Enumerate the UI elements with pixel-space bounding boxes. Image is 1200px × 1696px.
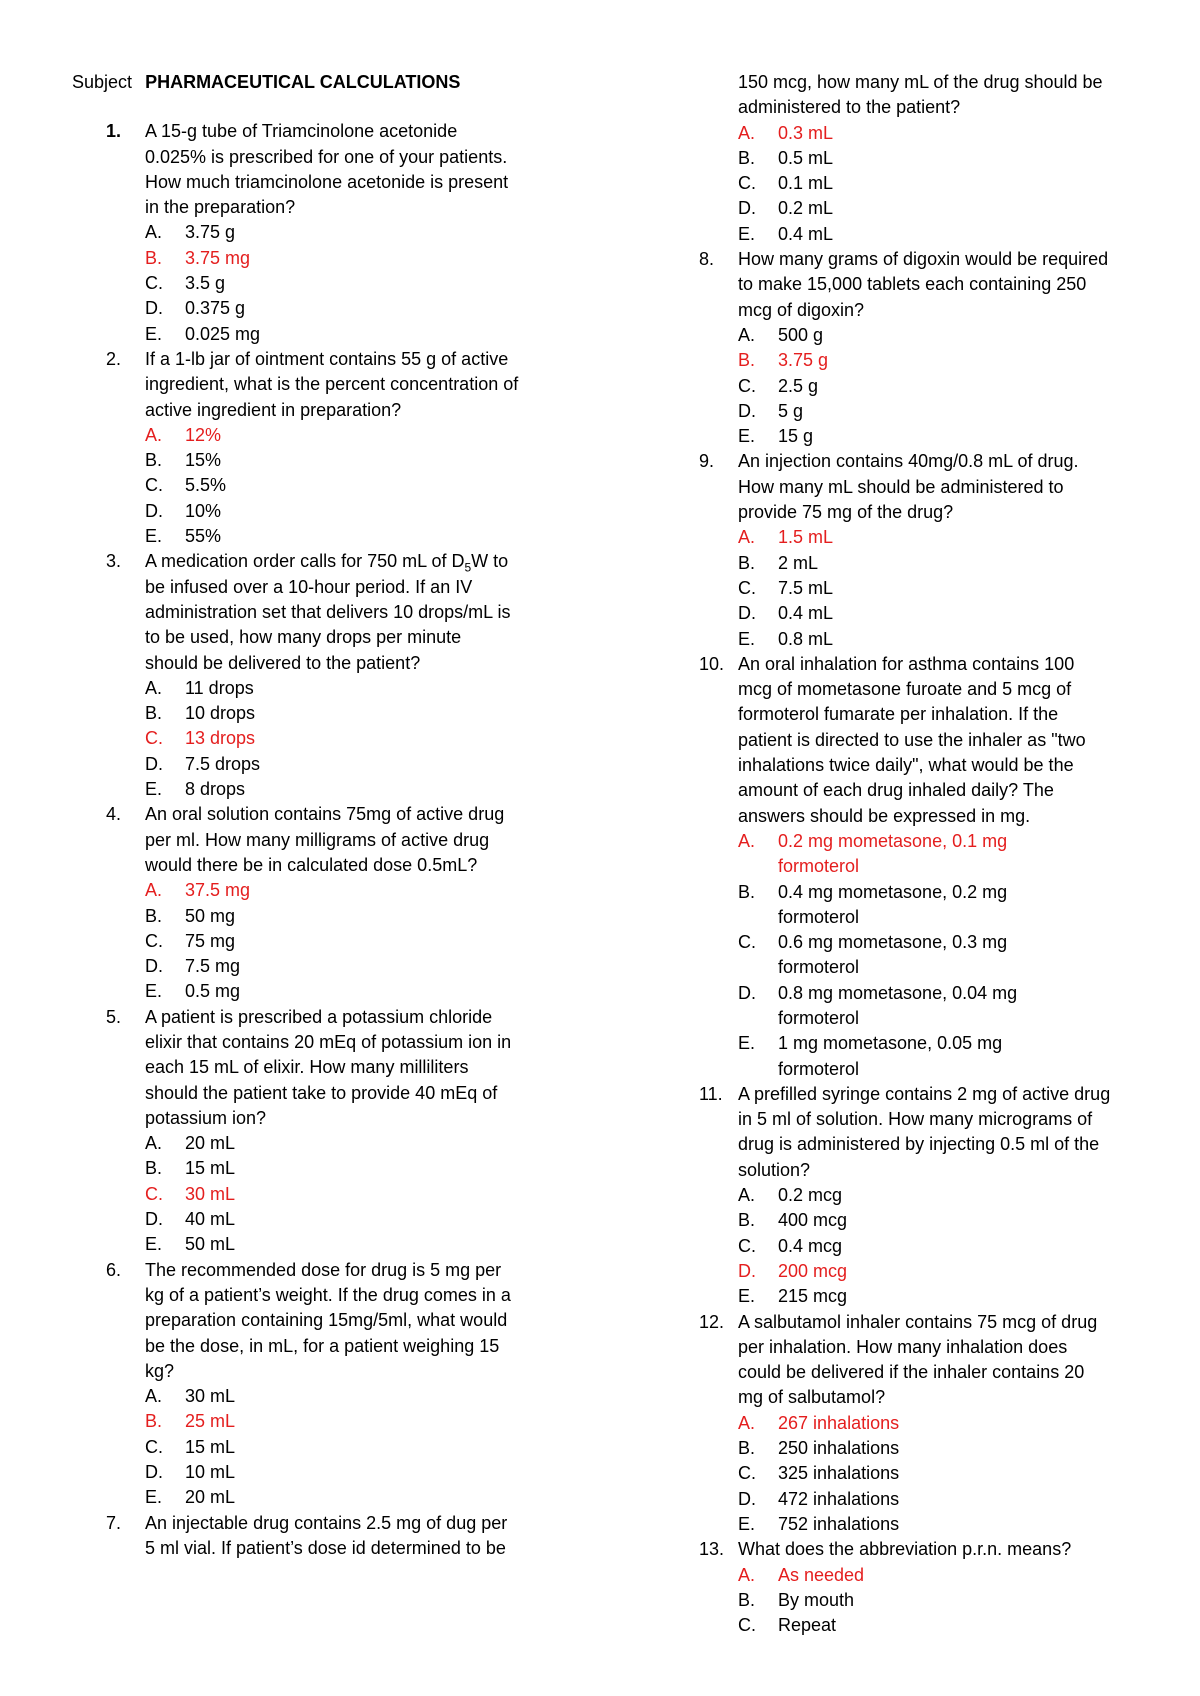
option-text-line: formoterol bbox=[778, 856, 860, 877]
option-text: 5.5% bbox=[185, 475, 227, 496]
question-item bbox=[72, 119, 572, 347]
option-text: As needed bbox=[778, 1564, 865, 1585]
option-letter: A. bbox=[738, 122, 756, 143]
left-column bbox=[72, 70, 572, 1561]
answer-options bbox=[145, 676, 572, 802]
question-text-line: inhalations twice daily", what would be the bbox=[738, 755, 1074, 776]
option-text: 325 inhalations bbox=[778, 1463, 900, 1484]
question-text-line: per ml. How many milligrams of active drug bbox=[145, 829, 490, 850]
option-text: Repeat bbox=[778, 1615, 837, 1636]
option-letter: C. bbox=[738, 1615, 756, 1636]
option-text: 2.5 g bbox=[778, 375, 819, 396]
question-number: 2. bbox=[106, 348, 122, 369]
question-text-line: administration set that delivers 10 drops/mL is bbox=[145, 601, 511, 622]
answer-option bbox=[145, 1207, 572, 1232]
option-letter: E. bbox=[145, 526, 163, 547]
option-text: 50 mg bbox=[185, 905, 236, 926]
option-letter: D. bbox=[145, 298, 163, 319]
correct-answer-option bbox=[738, 525, 1135, 550]
option-text: 7.5 mL bbox=[778, 577, 834, 598]
option-letter: E. bbox=[738, 1033, 756, 1054]
question-number: 10. bbox=[699, 653, 725, 674]
option-letter: C. bbox=[145, 1183, 163, 1204]
question-text-line: What does the abbreviation p.r.n. means? bbox=[738, 1539, 1072, 1560]
option-text-line: 0.4 mg mometasone, 0.2 mg bbox=[778, 881, 1008, 902]
option-letter: A. bbox=[145, 677, 163, 698]
option-text: 200 mcg bbox=[778, 1260, 848, 1281]
question-text-line: 5 ml vial. If patient’s dose id determined to be bbox=[145, 1537, 506, 1558]
question-text-line: administered to the patient? bbox=[738, 97, 961, 118]
option-text: 15 g bbox=[778, 426, 814, 447]
option-letter: E. bbox=[738, 628, 756, 649]
option-letter: B. bbox=[145, 1411, 163, 1432]
option-letter: D. bbox=[145, 1209, 163, 1230]
question-text-line: kg? bbox=[145, 1360, 175, 1381]
option-text: 250 inhalations bbox=[778, 1438, 900, 1459]
question-text-line: mg of salbutamol? bbox=[738, 1387, 886, 1408]
option-text: 3.5 g bbox=[185, 273, 226, 294]
option-text: 0.2 mcg bbox=[778, 1185, 843, 1206]
option-text-line: formoterol bbox=[778, 957, 860, 978]
question-number: 6. bbox=[106, 1259, 122, 1280]
answer-option bbox=[145, 448, 572, 473]
question-text-line: solution? bbox=[738, 1159, 811, 1180]
option-text: 3.75 mg bbox=[185, 247, 251, 268]
answer-options bbox=[738, 323, 1135, 449]
option-text: 0.4 mL bbox=[778, 603, 834, 624]
option-letter: A. bbox=[738, 1564, 756, 1585]
option-letter: B. bbox=[145, 1158, 163, 1179]
question-item bbox=[665, 1537, 1135, 1638]
question-text-line: How much triamcinolone acetonide is present bbox=[145, 171, 509, 192]
question-text-line: 150 mcg, how many mL of the drug should be bbox=[738, 72, 1103, 92]
answer-option bbox=[145, 524, 572, 549]
answer-option bbox=[738, 1436, 1135, 1461]
answer-options bbox=[738, 121, 1135, 247]
option-letter: A. bbox=[145, 1386, 163, 1407]
option-letter: A. bbox=[738, 1185, 756, 1206]
option-text: 3.75 g bbox=[778, 350, 829, 371]
answer-option bbox=[738, 1461, 1135, 1486]
option-letter: A. bbox=[145, 880, 163, 901]
option-letter: A. bbox=[738, 324, 756, 345]
option-letter: C. bbox=[145, 1436, 163, 1457]
answer-option bbox=[145, 929, 572, 954]
option-letter: B. bbox=[738, 1210, 756, 1231]
subject-title: PHARMACEUTICAL CALCULATIONS bbox=[145, 72, 461, 92]
option-letter: E. bbox=[738, 1513, 756, 1534]
option-text: 15% bbox=[185, 450, 222, 471]
answer-option bbox=[738, 146, 1135, 171]
option-text: 10 mL bbox=[185, 1462, 236, 1483]
question-text-line: per inhalation. How many inhalation does bbox=[738, 1336, 1068, 1357]
option-text: 0.375 g bbox=[185, 298, 246, 319]
answer-option bbox=[145, 752, 572, 777]
correct-answer-option bbox=[145, 423, 572, 448]
answer-option bbox=[145, 1131, 572, 1156]
question-number: 11. bbox=[699, 1083, 723, 1104]
option-letter: C. bbox=[738, 577, 756, 598]
answer-option bbox=[738, 1284, 1135, 1309]
question-text-line: should be delivered to the patient? bbox=[145, 652, 421, 673]
correct-answer-option bbox=[738, 1411, 1135, 1436]
correct-answer-option bbox=[738, 348, 1135, 373]
right-column bbox=[665, 70, 1135, 1638]
answer-option bbox=[145, 904, 572, 929]
answer-options bbox=[145, 1384, 572, 1510]
option-letter: D. bbox=[145, 500, 163, 521]
question-text-line: drug is administered by injecting 0.5 ml of the bbox=[738, 1134, 1100, 1155]
question-text-line: in 5 ml of solution. How many micrograms of bbox=[738, 1109, 1093, 1130]
question-number: 9. bbox=[699, 451, 715, 472]
question-item bbox=[665, 1310, 1135, 1538]
correct-answer-option bbox=[738, 1259, 1135, 1284]
question-text-line: A prefilled syringe contains 2 mg of active drug bbox=[738, 1083, 1111, 1104]
question-text-line: ingredient, what is the percent concentration of bbox=[145, 374, 519, 395]
question-text-line: amount of each drug inhaled daily? The bbox=[738, 780, 1054, 801]
option-letter: C. bbox=[738, 173, 756, 194]
answer-option bbox=[145, 777, 572, 802]
option-text: 13 drops bbox=[185, 728, 256, 749]
subject-label: Subject bbox=[72, 72, 133, 92]
answer-option bbox=[145, 296, 572, 321]
option-letter: A. bbox=[145, 424, 163, 445]
option-letter: D. bbox=[145, 956, 163, 977]
answer-options bbox=[738, 525, 1135, 651]
answer-option bbox=[145, 1156, 572, 1181]
option-letter: C. bbox=[145, 475, 163, 496]
question-text-line: should the patient take to provide 40 mEq of bbox=[145, 1082, 498, 1103]
question-item bbox=[665, 1082, 1135, 1310]
option-text-line: 0.8 mg mometasone, 0.04 mg bbox=[778, 982, 1018, 1003]
question-item bbox=[72, 1005, 572, 1258]
answer-option bbox=[738, 424, 1135, 449]
answer-option bbox=[145, 322, 572, 347]
question-text-line: would there be in calculated dose 0.5mL? bbox=[145, 854, 478, 875]
answer-options bbox=[145, 878, 572, 1004]
answer-option bbox=[738, 323, 1135, 348]
option-letter: B. bbox=[738, 881, 756, 902]
question-text-line: How many grams of digoxin would be required bbox=[738, 249, 1109, 270]
question-text-line: preparation containing 15mg/5ml, what would bbox=[145, 1310, 508, 1331]
question-text-line: in the preparation? bbox=[145, 197, 296, 218]
option-text: 75 mg bbox=[185, 930, 236, 951]
option-letter: D. bbox=[738, 603, 756, 624]
answer-option bbox=[145, 271, 572, 296]
answer-option bbox=[738, 1234, 1135, 1259]
question-text-line: A salbutamol inhaler contains 75 mcg of drug bbox=[738, 1311, 1098, 1332]
option-letter: B. bbox=[738, 350, 756, 371]
option-text: 37.5 mg bbox=[185, 880, 251, 901]
option-letter: A. bbox=[145, 222, 163, 243]
option-text: 10% bbox=[185, 500, 222, 521]
option-letter: B. bbox=[145, 905, 163, 926]
question-text-line: How many mL should be administered to bbox=[738, 476, 1064, 497]
question-number: 1. bbox=[106, 121, 122, 142]
question-text-line: An oral solution contains 75mg of active drug bbox=[145, 804, 505, 825]
answer-option bbox=[145, 499, 572, 524]
answer-option bbox=[738, 1588, 1135, 1613]
option-letter: B. bbox=[738, 1438, 756, 1459]
option-text: 0.1 mL bbox=[778, 173, 834, 194]
option-letter: B. bbox=[738, 552, 756, 573]
option-letter: A. bbox=[145, 1133, 163, 1154]
question-item bbox=[665, 247, 1135, 449]
answer-option bbox=[738, 930, 1135, 981]
option-text-line: formoterol bbox=[778, 1058, 860, 1079]
option-letter: C. bbox=[738, 1463, 756, 1484]
question-item bbox=[665, 70, 1135, 247]
answer-option bbox=[145, 1485, 572, 1510]
option-text: 8 drops bbox=[185, 779, 246, 800]
correct-answer-option bbox=[145, 726, 572, 751]
answer-option bbox=[738, 374, 1135, 399]
option-text: 25 mL bbox=[185, 1411, 236, 1432]
answer-option bbox=[738, 196, 1135, 221]
option-text: 752 inhalations bbox=[778, 1513, 900, 1534]
question-text-line: A 15-g tube of Triamcinolone acetonide bbox=[145, 121, 458, 142]
answer-option bbox=[738, 601, 1135, 626]
subject-line bbox=[72, 70, 572, 95]
question-text-line: to be used, how many drops per minute bbox=[145, 627, 462, 648]
question-text-line: potassium ion? bbox=[145, 1107, 267, 1128]
answer-option bbox=[738, 880, 1135, 931]
option-letter: C. bbox=[738, 375, 756, 396]
answer-option bbox=[738, 1487, 1135, 1512]
option-text: 7.5 mg bbox=[185, 956, 241, 977]
option-letter: C. bbox=[145, 273, 163, 294]
answer-option bbox=[738, 1512, 1135, 1537]
question-number: 5. bbox=[106, 1006, 122, 1027]
answer-options bbox=[738, 1411, 1135, 1537]
answer-option bbox=[738, 1031, 1135, 1082]
option-text: 215 mcg bbox=[778, 1286, 848, 1307]
option-text: 20 mL bbox=[185, 1133, 236, 1154]
option-letter: D. bbox=[738, 198, 756, 219]
question-text-line: kg of a patient’s weight. If the drug comes in a bbox=[145, 1284, 511, 1305]
option-text: 15 mL bbox=[185, 1436, 236, 1457]
answer-options bbox=[738, 1183, 1135, 1309]
answer-option bbox=[738, 1613, 1135, 1638]
answer-options bbox=[145, 1131, 572, 1257]
option-text: 1.5 mL bbox=[778, 527, 834, 548]
option-letter: C. bbox=[738, 1235, 756, 1256]
option-letter: E. bbox=[738, 1286, 756, 1307]
question-text-line: The recommended dose for drug is 5 mg per bbox=[145, 1259, 502, 1280]
option-text: 472 inhalations bbox=[778, 1488, 900, 1509]
question-text-line: An injection contains 40mg/0.8 mL of drug. bbox=[738, 451, 1079, 472]
option-letter: D. bbox=[738, 1260, 756, 1281]
question-number: 7. bbox=[106, 1512, 122, 1533]
answer-option bbox=[145, 1232, 572, 1257]
option-letter: E. bbox=[145, 1487, 163, 1508]
question-item bbox=[72, 549, 572, 802]
option-letter: C. bbox=[738, 932, 756, 953]
option-text: 30 mL bbox=[185, 1386, 236, 1407]
option-letter: E. bbox=[738, 426, 756, 447]
answer-option bbox=[738, 981, 1135, 1032]
option-letter: C. bbox=[145, 930, 163, 951]
answer-options bbox=[738, 1563, 1135, 1639]
option-text: 267 inhalations bbox=[778, 1412, 900, 1433]
option-text: 0.4 mL bbox=[778, 223, 834, 244]
option-text-line: formoterol bbox=[778, 906, 860, 927]
question-text-line: each 15 mL of elixir. How many milliliters bbox=[145, 1057, 469, 1078]
question-text-line: An oral inhalation for asthma contains 100 bbox=[738, 653, 1075, 674]
answer-option bbox=[145, 701, 572, 726]
option-text: 400 mcg bbox=[778, 1210, 848, 1231]
option-letter: E. bbox=[738, 223, 756, 244]
question-text-line: A patient is prescribed a potassium chloride bbox=[145, 1006, 493, 1027]
option-letter: D. bbox=[738, 982, 756, 1003]
option-text: 7.5 drops bbox=[185, 753, 261, 774]
option-text: 40 mL bbox=[185, 1209, 236, 1230]
option-text-line: 0.2 mg mometasone, 0.1 mg bbox=[778, 830, 1008, 851]
answer-option bbox=[738, 627, 1135, 652]
question-number: 8. bbox=[699, 249, 715, 270]
answer-option bbox=[145, 954, 572, 979]
question-text-line: An injectable drug contains 2.5 mg of dug per bbox=[145, 1512, 508, 1533]
option-letter: E. bbox=[145, 779, 163, 800]
question-text-line: If a 1-lb jar of ointment contains 55 g of active bbox=[145, 348, 509, 369]
option-text: 55% bbox=[185, 526, 222, 547]
question-text-line: A medication order calls for 750 mL of $D_5W$ to bbox=[145, 551, 509, 575]
answer-option bbox=[738, 1208, 1135, 1233]
question-item bbox=[665, 449, 1135, 651]
answer-option bbox=[738, 399, 1135, 424]
question-number: 13. bbox=[699, 1539, 725, 1560]
option-letter: E. bbox=[145, 1234, 163, 1255]
option-letter: E. bbox=[145, 981, 163, 1002]
option-text: 30 mL bbox=[185, 1183, 236, 1204]
left-questions bbox=[72, 119, 572, 1561]
answer-option bbox=[145, 1435, 572, 1460]
answer-option bbox=[738, 171, 1135, 196]
option-text: 2 mL bbox=[778, 552, 819, 573]
option-text: 5 g bbox=[778, 400, 804, 421]
option-text: 12% bbox=[185, 424, 222, 445]
question-item bbox=[72, 802, 572, 1004]
option-text: 20 mL bbox=[185, 1487, 236, 1508]
answer-option bbox=[738, 576, 1135, 601]
option-text-line: 0.6 mg mometasone, 0.3 mg bbox=[778, 932, 1008, 953]
answer-option bbox=[738, 1183, 1135, 1208]
question-text-line: active ingredient in preparation? bbox=[145, 399, 402, 420]
option-text: 0.4 mcg bbox=[778, 1235, 843, 1256]
option-letter: B. bbox=[145, 703, 163, 724]
question-text-line: answers should be expressed in mg. bbox=[738, 805, 1031, 826]
answer-option bbox=[145, 473, 572, 498]
answer-option bbox=[145, 676, 572, 701]
question-text-line: formoterol fumarate per inhalation. If the bbox=[738, 704, 1059, 725]
option-letter: B. bbox=[738, 1589, 756, 1610]
question-text-line: mcg of digoxin? bbox=[738, 299, 865, 320]
question-number: 3. bbox=[106, 551, 122, 572]
correct-answer-option bbox=[145, 1182, 572, 1207]
question-item bbox=[72, 1258, 572, 1511]
question-number: 12. bbox=[699, 1311, 725, 1332]
option-text: 50 mL bbox=[185, 1234, 236, 1255]
question-text-line: be infused over a 10-hour period. If an IV bbox=[145, 576, 473, 597]
option-text-line: 1 mg mometasone, 0.05 mg bbox=[778, 1033, 1003, 1054]
answer-option bbox=[145, 1384, 572, 1409]
correct-answer-option bbox=[145, 1409, 572, 1434]
option-letter: B. bbox=[145, 450, 163, 471]
question-number: 4. bbox=[106, 804, 122, 825]
answer-option bbox=[738, 222, 1135, 247]
option-letter: C. bbox=[145, 728, 163, 749]
option-text: 3.75 g bbox=[185, 222, 236, 243]
option-text: 11 drops bbox=[185, 677, 254, 698]
answer-option bbox=[145, 1460, 572, 1485]
question-item bbox=[72, 347, 572, 549]
option-letter: B. bbox=[145, 247, 163, 268]
option-text: 0.5 mg bbox=[185, 981, 241, 1002]
answer-option bbox=[738, 551, 1135, 576]
question-text-line: 0.025% is prescribed for one of your patients. bbox=[145, 146, 508, 167]
option-text: 500 g bbox=[778, 324, 824, 345]
option-text-line: formoterol bbox=[778, 1007, 860, 1028]
correct-answer-option bbox=[145, 246, 572, 271]
option-text: 0.5 mL bbox=[778, 147, 834, 168]
answer-option bbox=[145, 979, 572, 1004]
question-text-line: patient is directed to use the inhaler as "two bbox=[738, 729, 1086, 750]
correct-answer-option bbox=[738, 829, 1135, 880]
question-item bbox=[665, 652, 1135, 1082]
option-text: 0.8 mL bbox=[778, 628, 834, 649]
option-text: By mouth bbox=[778, 1589, 855, 1610]
question-text-line: mcg of mometasone furoate and 5 mcg of bbox=[738, 679, 1072, 700]
option-letter: A. bbox=[738, 830, 756, 851]
question-item bbox=[72, 1511, 572, 1562]
question-text-line: provide 75 mg of the drug? bbox=[738, 502, 954, 523]
option-letter: D. bbox=[738, 400, 756, 421]
answer-options bbox=[145, 220, 572, 346]
option-letter: D. bbox=[145, 1462, 163, 1483]
option-letter: A. bbox=[738, 1412, 756, 1433]
option-letter: D. bbox=[145, 753, 163, 774]
option-text: 0.3 mL bbox=[778, 122, 834, 143]
option-text: 0.2 mL bbox=[778, 198, 834, 219]
answer-options bbox=[145, 423, 572, 549]
option-letter: E. bbox=[145, 323, 163, 344]
option-text: 0.025 mg bbox=[185, 323, 261, 344]
correct-answer-option bbox=[738, 1563, 1135, 1588]
question-text-line: to make 15,000 tablets each containing 250 bbox=[738, 274, 1087, 295]
answer-option bbox=[145, 220, 572, 245]
correct-answer-option bbox=[145, 878, 572, 903]
correct-answer-option bbox=[738, 121, 1135, 146]
option-text: 15 mL bbox=[185, 1158, 236, 1179]
question-text-line: be the dose, in mL, for a patient weighing 15 bbox=[145, 1335, 500, 1356]
question-text-line: elixir that contains 20 mEq of potassium ion in bbox=[145, 1031, 512, 1052]
answer-options bbox=[738, 829, 1135, 1082]
option-letter: B. bbox=[738, 147, 756, 168]
option-letter: D. bbox=[738, 1488, 756, 1509]
right-questions bbox=[665, 70, 1135, 1638]
option-text: 10 drops bbox=[185, 703, 256, 724]
option-letter: A. bbox=[738, 527, 756, 548]
question-text-line: could be delivered if the inhaler contains 20 bbox=[738, 1362, 1085, 1383]
